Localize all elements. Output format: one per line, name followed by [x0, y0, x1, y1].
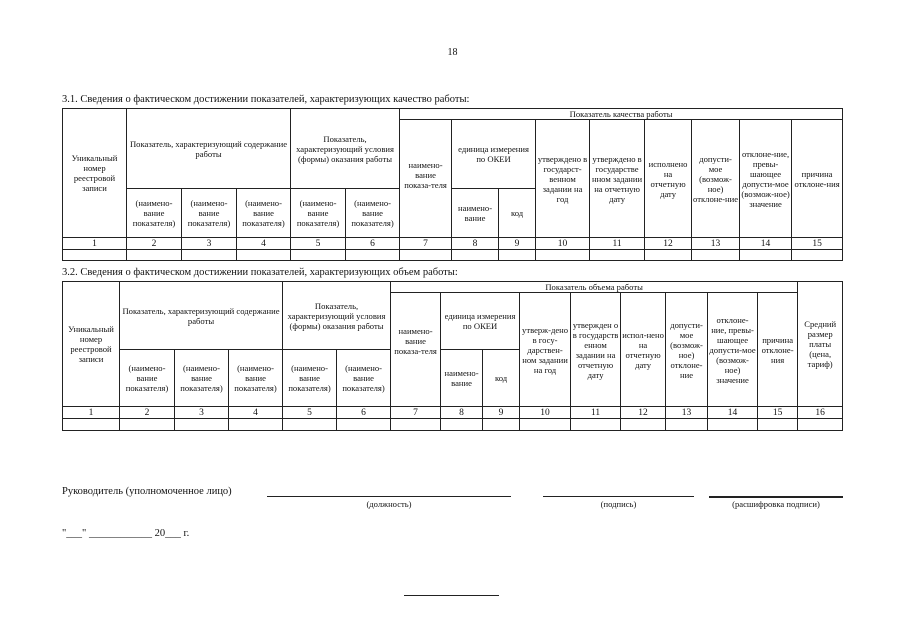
h2-sub-4: (наимено-вание показателя): [283, 350, 337, 407]
h2-approved-date: утвержден о в государств енном задании на отчетную дату: [571, 293, 621, 407]
number-row: 1 2 3 4 5 6 7 8 9 10 11 12 13 14 15: [63, 238, 843, 250]
h2-fee: Средний размер платы (цена, тариф): [798, 282, 843, 407]
h-conditions: Показатель, характеризующий условия (формы) оказания работы: [291, 109, 400, 189]
h-done: исполнено на отчетную дату: [645, 120, 692, 238]
volume-table: [62, 281, 843, 431]
page-number: 18: [447, 47, 458, 58]
h2-code: код: [483, 350, 520, 407]
h2-sub-3: (наимено-вание показателя): [229, 350, 283, 407]
h2-done: испол-нено на отчетную дату: [621, 293, 666, 407]
h-sub-4: (наимено-вание показателя): [291, 189, 346, 238]
h2-unit: единица измерения по ОКЕИ: [441, 293, 520, 350]
number-row-2: 1 2 3 4 5 6 7 8 9 10 11 12 13 14 15 16: [63, 407, 843, 419]
decode-caption: (расшифровка подписи): [732, 499, 820, 509]
h-allowed: допусти-мое (возмож-ное) отклоне-ние: [692, 120, 740, 238]
h2-content: Показатель, характеризующий содержание работы: [120, 282, 283, 350]
h-sub-2: (наимено-вание показателя): [182, 189, 237, 238]
h-unit-name: наимено-вание: [452, 189, 499, 238]
h2-sub-2: (наимено-вание показателя): [175, 350, 229, 407]
h-code: код: [499, 189, 536, 238]
h-unit: единица измерения по ОКЕИ: [452, 120, 536, 189]
footnote-separator: [404, 595, 499, 596]
h2-approved-year: утверж-дено в госу-дарствен-ном задании на год: [520, 293, 571, 407]
section-1-title: 3.1. Сведения о фактическом достижении показателей, характеризующих качество работы:: [62, 94, 470, 105]
position-caption: (должность): [366, 499, 412, 509]
h2-unit-name: наимено-вание: [441, 350, 483, 407]
table-row: [63, 419, 843, 431]
h2-sub-1: (наимено-вание показателя): [120, 350, 175, 407]
h-content: Показатель, характеризующий содержание работы: [127, 109, 291, 189]
h2-reason: причина отклоне-ния: [758, 293, 798, 407]
h2-allowed: допусти-мое (возмож-ное) отклоне-ние: [666, 293, 708, 407]
h-sub-1: (наимено-вание показателя): [127, 189, 182, 238]
h2-exceed: отклоне-ние, превы-шающее допусти-мое (возмож-ное) значение: [708, 293, 758, 407]
quality-table: [62, 108, 843, 261]
h2-unique: Уникальный номер реестровой записи: [63, 282, 120, 407]
position-line[interactable]: [267, 496, 511, 497]
h-sub-3: (наимено-вание показателя): [237, 189, 291, 238]
decode-line[interactable]: [709, 496, 843, 498]
h-sub-5: (наимено-вание показателя): [346, 189, 400, 238]
h-name: наимено-вание показа-теля: [400, 120, 452, 238]
h-reason: причина отклоне-ния: [792, 120, 843, 238]
signature-caption: (подпись): [600, 499, 637, 509]
section-2-title: 3.2. Сведения о фактическом достижении показателей, характеризующих объем работы:: [62, 267, 458, 278]
h2-sub-5: (наимено-вание показателя): [337, 350, 391, 407]
date-field[interactable]: "___" ____________ 20___ г.: [62, 528, 190, 539]
h-exceed: отклоне-ние, превы-шающее допусти-мое (возмож-ное) значение: [740, 120, 792, 238]
head-label: Руководитель (уполномоченное лицо): [62, 486, 232, 497]
h2-volume: Показатель объема работы: [391, 282, 798, 293]
h2-name: наимено-вание показа-теля: [391, 293, 441, 407]
h-unique: Уникальный номер реестровой записи: [63, 109, 127, 238]
table-row: [63, 250, 843, 261]
h-approved-year: утверждено в государст-венном задании на год: [536, 120, 590, 238]
h-approved-date: утверждено в государстве нном задании на отчетную дату: [590, 120, 645, 238]
h2-conditions: Показатель, характеризующий условия (формы) оказания работы: [283, 282, 391, 350]
signature-line[interactable]: [543, 496, 694, 497]
h-quality: Показатель качества работы: [400, 109, 843, 120]
